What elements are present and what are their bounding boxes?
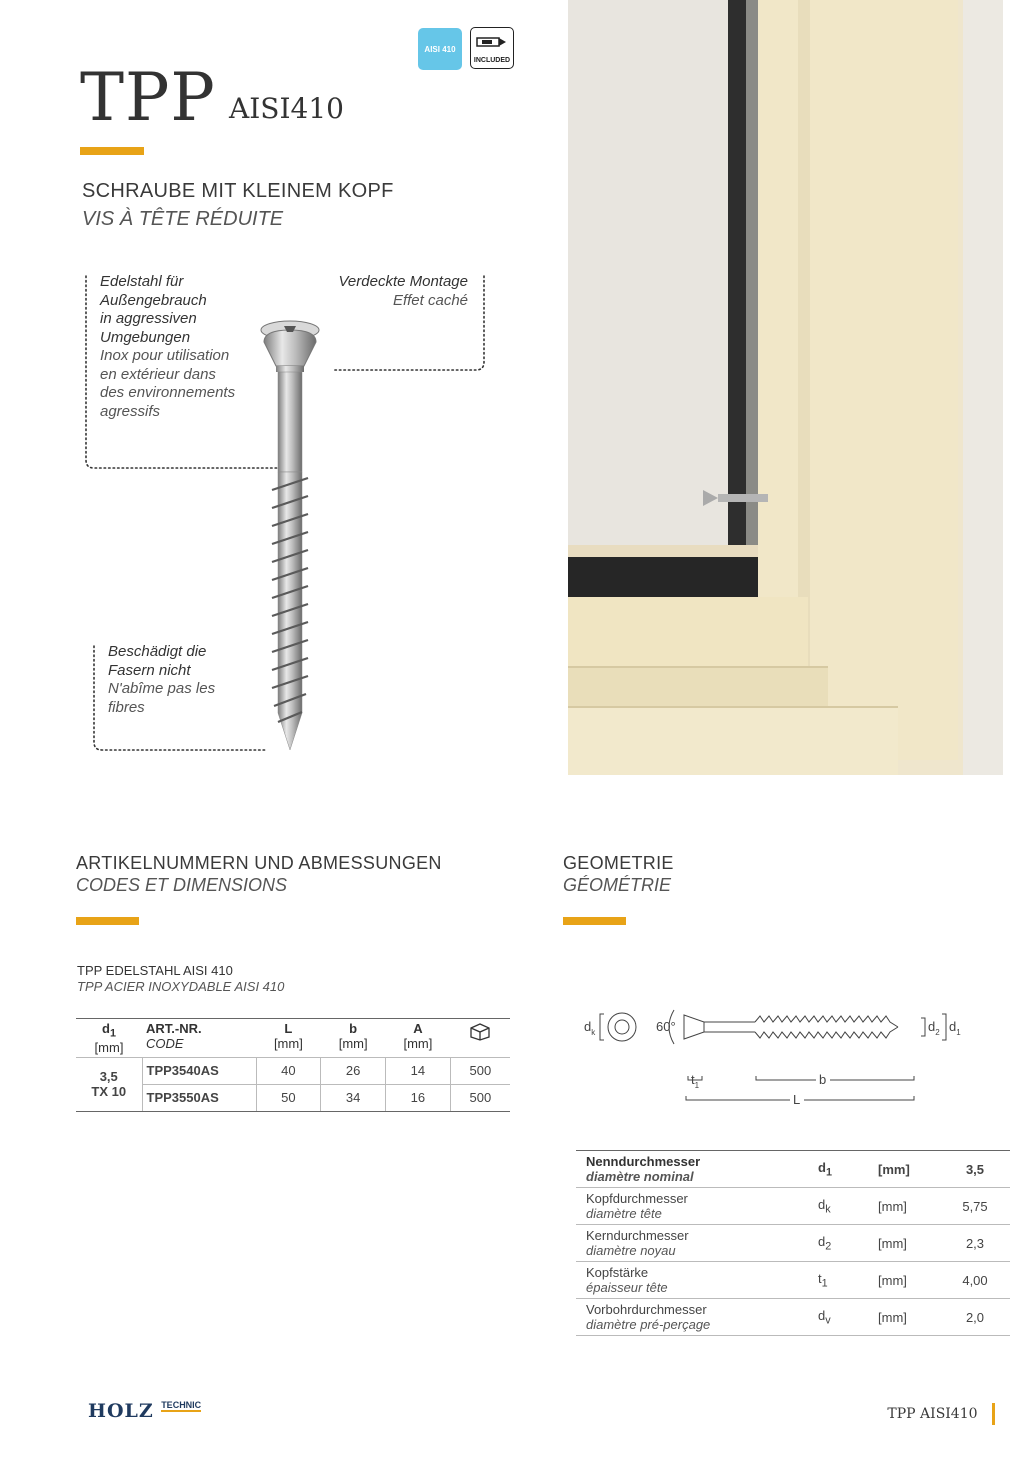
column-unit: [mm] bbox=[273, 1036, 303, 1051]
codes-table-title-fr: TPP ACIER INOXYDABLE AISI 410 bbox=[77, 979, 285, 994]
d2-label: d bbox=[928, 1019, 936, 1034]
code-cell: TPP3550AS bbox=[142, 1084, 256, 1111]
codes-accent-bar bbox=[76, 917, 139, 925]
feature-callout-fibres bbox=[108, 643, 268, 717]
symbol-cell bbox=[808, 1188, 868, 1225]
symbol-cell bbox=[808, 1151, 868, 1188]
screw-illustration bbox=[250, 318, 330, 758]
property-cell bbox=[576, 1225, 808, 1262]
symbol: d bbox=[818, 1159, 826, 1175]
column-header bbox=[256, 1019, 321, 1058]
svg-text:d2 bbox=[928, 1019, 940, 1037]
a-cell: 16 bbox=[386, 1084, 451, 1111]
page-subtitle: AISI410 bbox=[229, 92, 344, 125]
symbol: d bbox=[818, 1307, 826, 1323]
l-label: L bbox=[793, 1092, 801, 1107]
property-de: Kopfdurchmesser bbox=[586, 1191, 688, 1206]
footer-page-label-text: TPP AISI410 bbox=[887, 1406, 978, 1422]
property-fr: diamètre pré-perçage bbox=[586, 1317, 711, 1332]
feature-line: Umgebungen bbox=[100, 328, 191, 346]
feature-line: agressifs bbox=[100, 402, 161, 420]
unit-cell: [mm] bbox=[868, 1188, 940, 1225]
symbol-sub: 1 bbox=[821, 1277, 828, 1290]
value-cell: 2,0 bbox=[940, 1299, 1010, 1336]
geometry-drawing bbox=[580, 1000, 980, 1110]
column-header bbox=[386, 1019, 451, 1058]
column-header bbox=[321, 1019, 386, 1058]
t1-sub: 1 bbox=[694, 1081, 700, 1090]
symbol: d bbox=[818, 1196, 826, 1212]
property-de: Nenndurchmesser bbox=[586, 1154, 701, 1169]
property-fr: diamètre tête bbox=[586, 1206, 662, 1221]
svg-text:d1 bbox=[949, 1019, 961, 1037]
feature-line: Fasern nicht bbox=[108, 661, 191, 679]
length-cell: 40 bbox=[256, 1057, 321, 1084]
feature-line: Effet caché bbox=[392, 291, 468, 309]
logo-main: HOLZ bbox=[88, 1400, 154, 1422]
table-row bbox=[576, 1262, 1010, 1299]
value-cell: 4,00 bbox=[940, 1262, 1010, 1299]
included-label: INCLUDED bbox=[473, 57, 511, 64]
pieces-cell: 500 bbox=[450, 1084, 510, 1111]
feature-line: Beschädigt die bbox=[108, 643, 207, 660]
value-cell: 3,5 bbox=[940, 1151, 1010, 1188]
unit-cell: [mm] bbox=[868, 1151, 940, 1188]
column-label: d bbox=[102, 1021, 110, 1036]
feature-line: Inox pour utilisation bbox=[100, 347, 230, 364]
a-cell: 14 bbox=[386, 1057, 451, 1084]
column-header bbox=[450, 1019, 510, 1058]
feature-line: Edelstahl für bbox=[100, 273, 184, 290]
property-de: Kopfstärke bbox=[586, 1265, 649, 1280]
symbol: t bbox=[818, 1270, 822, 1286]
column-header bbox=[76, 1019, 142, 1058]
feature-line: Verdeckte Montage bbox=[338, 273, 468, 290]
table-row bbox=[576, 1188, 1010, 1225]
table-row bbox=[576, 1299, 1010, 1336]
codes-table bbox=[76, 1018, 510, 1112]
drive-value: TX 10 bbox=[91, 1084, 127, 1100]
symbol-sub: 2 bbox=[825, 1240, 832, 1253]
feature-line: fibres bbox=[108, 698, 145, 716]
property-fr: diamètre nominal bbox=[586, 1169, 694, 1184]
diameter-cell bbox=[76, 1057, 142, 1111]
feature-callout-hidden bbox=[300, 273, 468, 310]
svg-text:dk bbox=[584, 1019, 596, 1037]
column-label: A bbox=[413, 1021, 423, 1036]
symbol-sub: v bbox=[825, 1314, 831, 1327]
d1-label: d bbox=[949, 1019, 957, 1034]
property-cell bbox=[576, 1151, 808, 1188]
product-name-de: SCHRAUBE MIT KLEINEM KOPF bbox=[82, 180, 394, 202]
symbol: d bbox=[818, 1233, 826, 1249]
dk-label: d bbox=[584, 1019, 592, 1034]
d2-sub: 2 bbox=[935, 1028, 940, 1037]
table-row bbox=[76, 1057, 510, 1084]
codes-heading-fr: CODES ET DIMENSIONS bbox=[76, 875, 288, 895]
d1-sub: 1 bbox=[956, 1028, 961, 1037]
symbol-cell bbox=[808, 1262, 868, 1299]
logo-sub: TECHNIC bbox=[161, 1400, 202, 1410]
symbol-cell bbox=[808, 1299, 868, 1336]
table-row bbox=[76, 1084, 510, 1111]
unit-cell: [mm] bbox=[868, 1299, 940, 1336]
symbol-cell bbox=[808, 1225, 868, 1262]
product-name-fr: VIS À TÊTE RÉDUITE bbox=[82, 208, 284, 230]
geometry-table bbox=[576, 1150, 1010, 1336]
diameter-value: 3,5 bbox=[99, 1069, 118, 1085]
property-fr: diamètre noyau bbox=[586, 1243, 676, 1258]
feature-line: Außengebrauch bbox=[100, 291, 207, 309]
page-title: TPP bbox=[80, 59, 216, 136]
column-sub: 1 bbox=[109, 1027, 116, 1040]
feature-line: des environnements bbox=[100, 384, 236, 401]
footer-accent-bar bbox=[992, 1403, 995, 1425]
application-photo bbox=[568, 0, 1003, 775]
geometry-accent-bar bbox=[563, 917, 626, 925]
b-label: b bbox=[819, 1072, 827, 1087]
geometry-heading-fr: GÉOMÉTRIE bbox=[563, 875, 672, 895]
column-label: ART.-NR. bbox=[146, 1021, 202, 1036]
symbol-sub: k bbox=[825, 1203, 831, 1216]
property-cell bbox=[576, 1262, 808, 1299]
column-unit: CODE bbox=[146, 1036, 184, 1051]
property-cell bbox=[576, 1188, 808, 1225]
length-cell: 50 bbox=[256, 1084, 321, 1111]
symbol-sub: 1 bbox=[825, 1166, 832, 1179]
unit-cell: [mm] bbox=[868, 1262, 940, 1299]
column-unit: [mm] bbox=[94, 1039, 124, 1055]
thread-length-cell: 26 bbox=[321, 1057, 386, 1084]
table-row bbox=[576, 1151, 1010, 1188]
property-de: Kerndurchmesser bbox=[586, 1228, 689, 1243]
property-de: Vorbohrdurchmesser bbox=[586, 1302, 707, 1317]
column-unit: [mm] bbox=[403, 1036, 433, 1051]
unit-cell: [mm] bbox=[868, 1225, 940, 1262]
feature-line: in aggressiven bbox=[100, 310, 197, 327]
value-cell: 2,3 bbox=[940, 1225, 1010, 1262]
holz-technic-logo bbox=[88, 1400, 201, 1422]
feature-line: N'abîme pas les bbox=[108, 680, 216, 697]
codes-table-title-de: TPP EDELSTAHL AISI 410 bbox=[77, 963, 233, 978]
column-label: L bbox=[284, 1021, 293, 1036]
column-header bbox=[142, 1019, 256, 1058]
thread-length-cell: 34 bbox=[321, 1084, 386, 1111]
column-label: b bbox=[349, 1021, 358, 1036]
angle-label: 60° bbox=[656, 1019, 676, 1034]
geometry-heading-de: GEOMETRIE bbox=[563, 853, 674, 873]
feature-line: en extérieur dans bbox=[100, 365, 216, 383]
value-cell: 5,75 bbox=[940, 1188, 1010, 1225]
code-cell: TPP3540AS bbox=[142, 1057, 256, 1084]
property-cell bbox=[576, 1299, 808, 1336]
svg-text:t1 bbox=[691, 1072, 700, 1090]
codes-header-row bbox=[76, 1019, 510, 1058]
window-frame-image bbox=[568, 0, 1003, 775]
dk-sub: k bbox=[591, 1028, 596, 1037]
pieces-cell: 500 bbox=[450, 1057, 510, 1084]
package-icon bbox=[467, 1021, 493, 1041]
codes-heading-de: ARTIKELNUMMERN UND ABMESSUNGEN bbox=[76, 853, 442, 873]
footer-page-label bbox=[887, 1403, 995, 1425]
property-fr: épaisseur tête bbox=[586, 1280, 668, 1295]
column-unit: [mm] bbox=[338, 1036, 368, 1051]
table-row bbox=[576, 1225, 1010, 1262]
material-badge-label: AISI 410 bbox=[424, 44, 456, 54]
t1-label: t bbox=[691, 1072, 695, 1087]
